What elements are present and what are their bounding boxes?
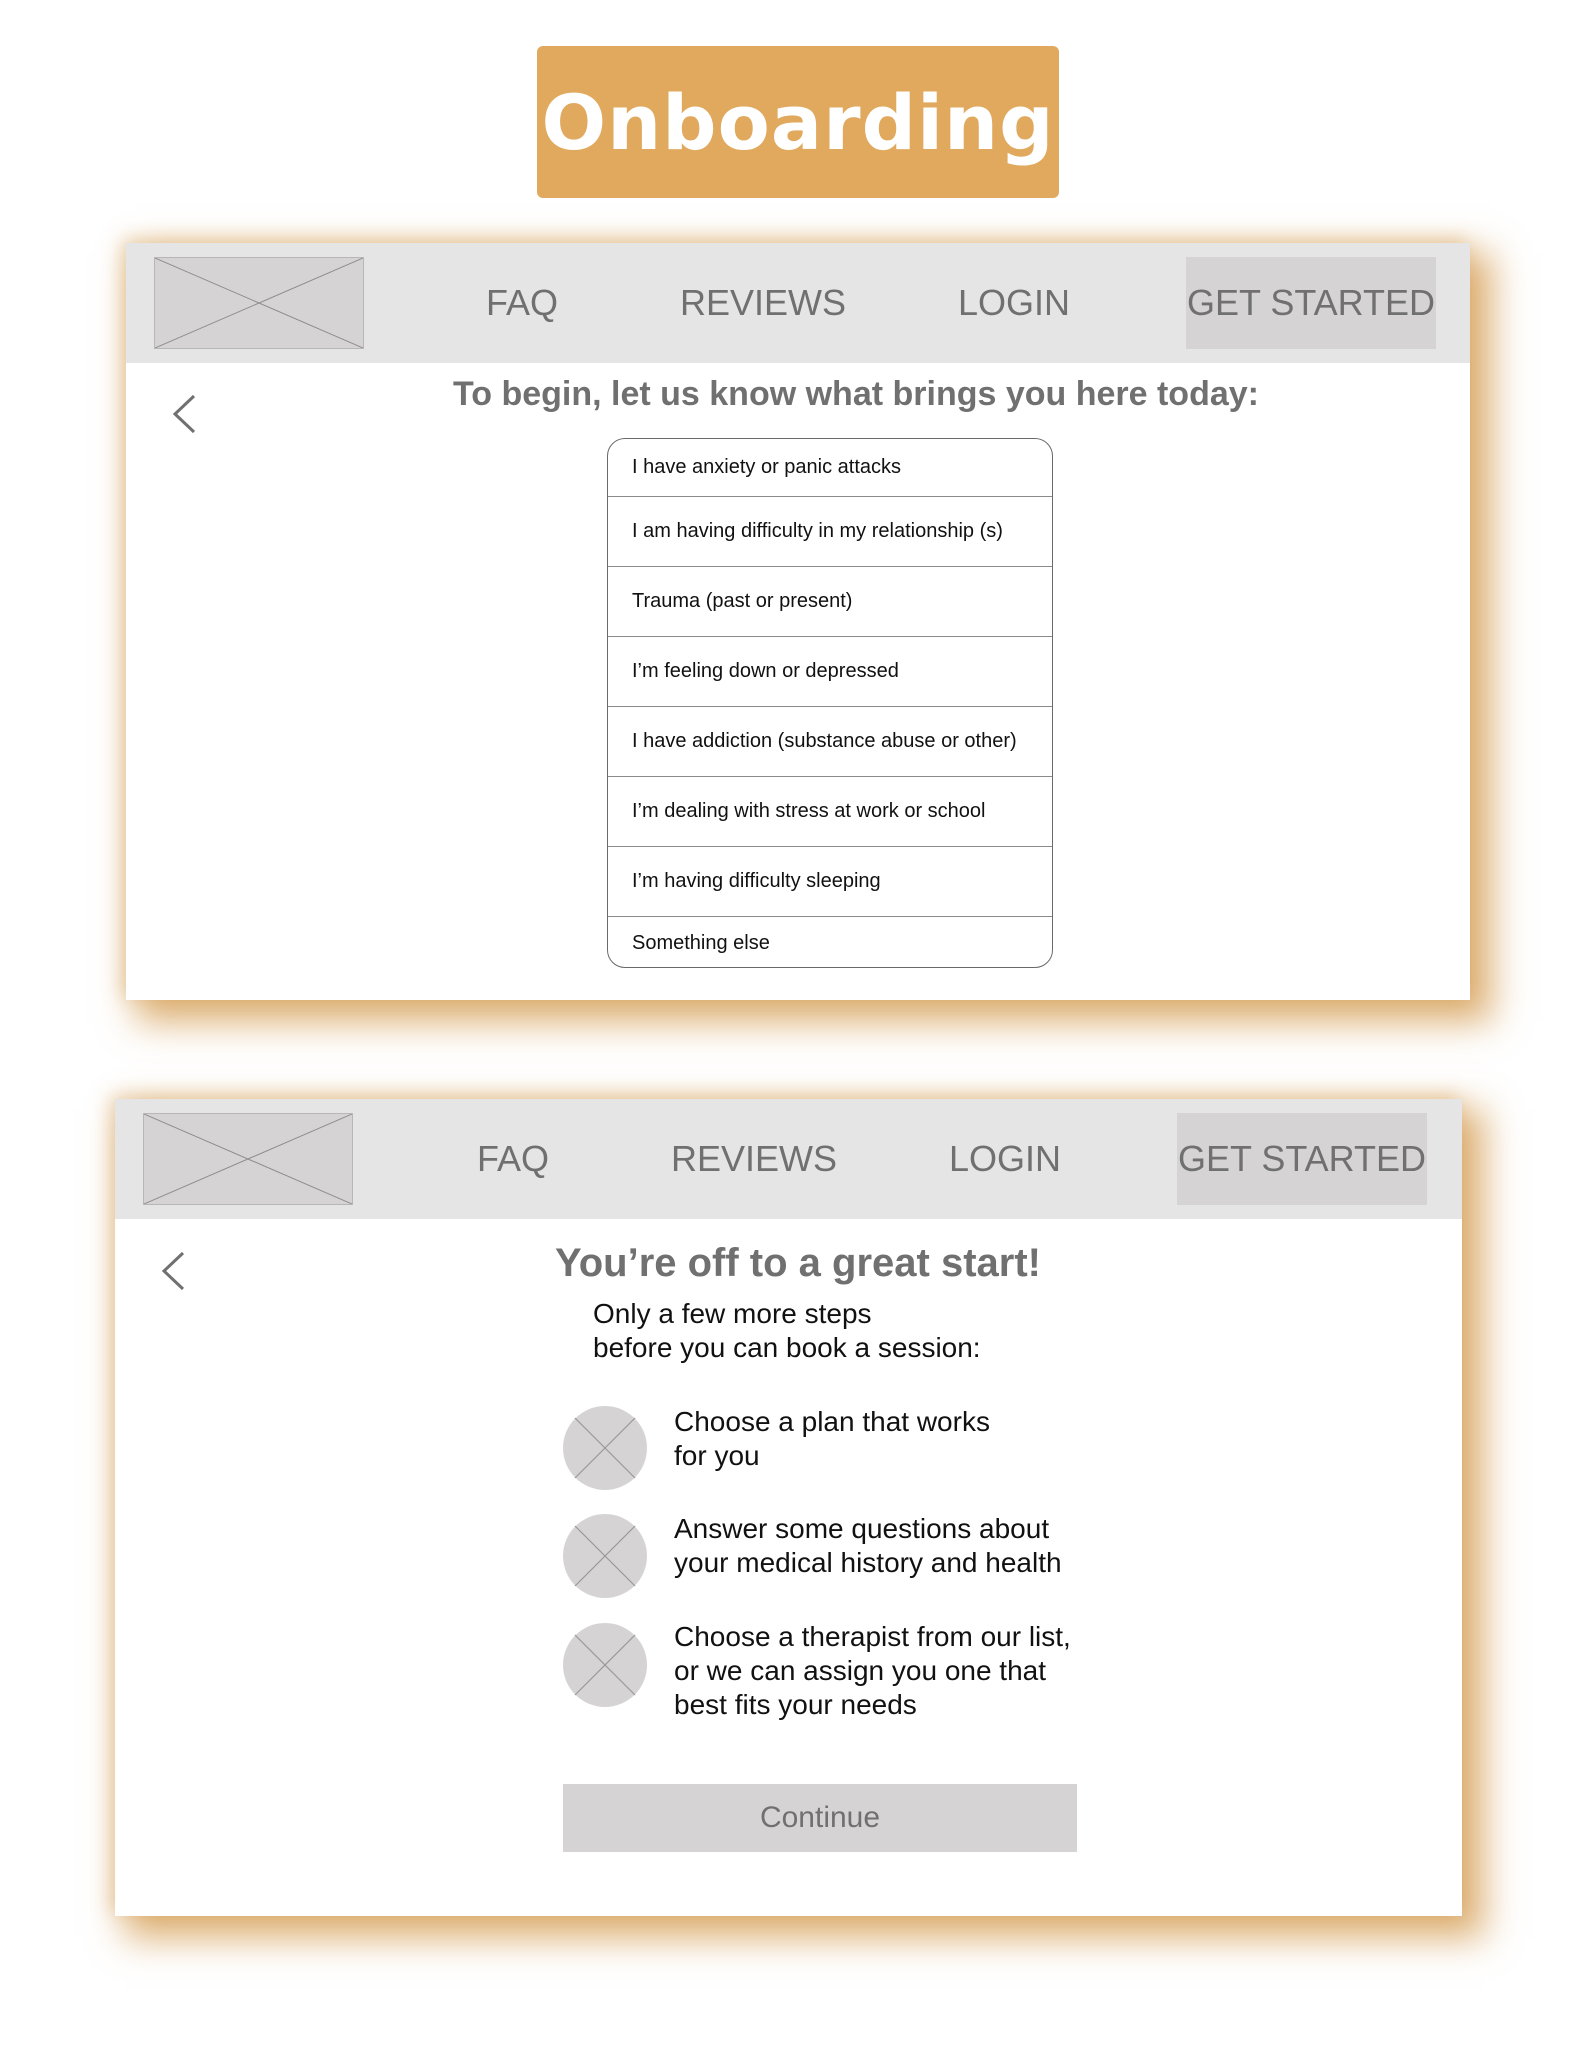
step-line: Choose a therapist from our list, — [674, 1621, 1071, 1652]
nav-faq-link[interactable]: FAQ — [477, 1138, 550, 1179]
nav-reviews-link[interactable]: REVIEWS — [671, 1138, 838, 1179]
step-line: your medical history and health — [674, 1547, 1062, 1578]
nav-faq-link[interactable]: FAQ — [486, 282, 559, 323]
step-line: best fits your needs — [674, 1689, 917, 1720]
back-chevron-icon[interactable] — [169, 392, 199, 436]
step-placeholder-icon — [563, 1623, 647, 1707]
get-started-button[interactable]: GET STARTED — [1186, 257, 1436, 349]
logo-placeholder-icon[interactable] — [154, 257, 364, 349]
continue-button[interactable]: Continue — [563, 1784, 1077, 1852]
title-banner — [537, 46, 1059, 198]
step-line: or we can assign you one that — [674, 1655, 1047, 1686]
nav-reviews-link[interactable]: REVIEWS — [680, 282, 847, 323]
step-line: Answer some questions about — [674, 1513, 1050, 1544]
step-line: Choose a plan that works — [674, 1406, 990, 1437]
reason-option[interactable]: I have anxiety or panic attacks — [608, 439, 1052, 497]
reason-option[interactable]: I’m having difficulty sleeping — [608, 847, 1052, 917]
confirmation-heading: You’re off to a great start! — [555, 1241, 1041, 1285]
navbar — [115, 1099, 1462, 1219]
onboarding-screen-reasons — [126, 243, 1470, 1000]
onboarding-screen-next-steps — [115, 1099, 1462, 1916]
nav-login-link[interactable]: LOGIN — [949, 1138, 1062, 1179]
step-line: for you — [674, 1440, 760, 1471]
reason-options-list — [607, 438, 1053, 968]
subtext-line: Only a few more steps — [593, 1298, 872, 1329]
back-chevron-icon[interactable] — [158, 1249, 188, 1293]
step-placeholder-icon — [563, 1406, 647, 1490]
reason-option[interactable]: I have addiction (substance abuse or other) — [608, 707, 1052, 777]
reason-option[interactable]: Trauma (past or present) — [608, 567, 1052, 637]
subtext-line: before you can book a session: — [593, 1332, 981, 1363]
step-text — [674, 1512, 1062, 1580]
reason-option[interactable]: I’m dealing with stress at work or school — [608, 777, 1052, 847]
logo-placeholder-icon[interactable] — [143, 1113, 353, 1205]
page-title: Onboarding — [541, 77, 1055, 167]
nav-login-link[interactable]: LOGIN — [958, 282, 1071, 323]
reason-option[interactable]: I am having difficulty in my relationship (s) — [608, 497, 1052, 567]
navbar — [126, 243, 1470, 363]
step-placeholder-icon — [563, 1514, 647, 1598]
step-text — [674, 1620, 1071, 1722]
question-heading: To begin, let us know what brings you here today: — [453, 375, 1259, 413]
reason-option[interactable]: Something else — [632, 931, 770, 954]
step-text — [674, 1405, 990, 1473]
get-started-button[interactable]: GET STARTED — [1177, 1113, 1427, 1205]
confirmation-subtext — [593, 1297, 981, 1365]
reason-option[interactable]: I’m feeling down or depressed — [608, 637, 1052, 707]
